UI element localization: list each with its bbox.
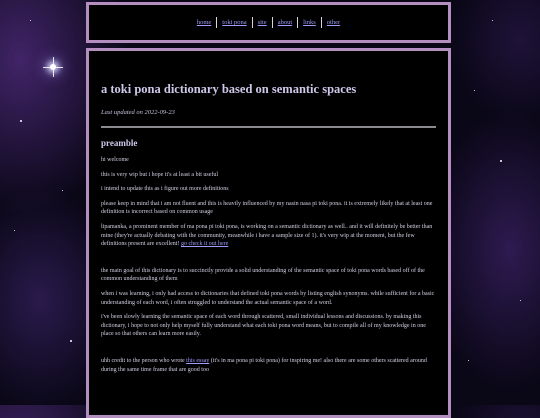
semantic-dictionary-link[interactable]: go check it out here [180,241,229,248]
paragraph: i've been slowly learning the semantic space of each word through scattered, small individual lessons and discussions. by making this dictionary, i hope to not only help myself fully understand what each toki pona word means, but to compile all of my knowledge in one place so that others can learn more easily. [101,314,426,338]
section-heading-preamble: preamble [101,138,138,148]
star [468,360,469,361]
divider [101,126,436,128]
paragraph: when i was learning, i only had access to dictionaries that defined toki pona words by listing english synonyms. while sufficient for a basic understanding of each word, i often struggled to understand the actual semantic space of a word. [101,290,435,306]
star-sparkle [50,64,56,70]
star [62,190,63,191]
nav-link-links[interactable]: links [303,19,316,26]
star [500,160,502,162]
nav-link-toki-pona[interactable]: toki pona [222,19,247,26]
paragraph: this is very wip but i hope it's at least a bit useful [101,171,219,178]
star [70,340,72,342]
paragraph-text: (it's in ma pona pi toki pona) for inspiring me! also there are some others scattered around during the same time frame that are good too [101,357,427,373]
paragraph: hi welcome [101,157,129,163]
paragraph [101,223,436,249]
star [20,120,22,122]
paragraph: i intend to update this as i figure out more definitions [101,186,229,193]
page-title: a toki pona dictionary based on semantic spaces [101,82,357,96]
nav-bar [192,17,345,28]
star [14,230,15,231]
last-updated: Last updated on 2022-09-23 [101,109,175,116]
nav-link-site[interactable]: site [257,19,267,26]
paragraph-text: lipamanka, a prominent member of ma pona pi toki pona, is working on a semantic dictionary as well.. and it will definitely be better than mine (they're actually debating with the community, meanwhile i have a sample size of 1). it's very wip at the moment, but the few definitions present are excellent! [101,223,433,248]
star [492,20,493,21]
paragraph [101,357,436,374]
star [520,300,521,301]
nav-panel [86,2,451,43]
paragraph-text: uhh credit to the person who wrote [101,357,185,364]
main-panel [86,48,451,418]
paragraph: please keep in mind that i am not fluent and this is heavily influenced by my nasin nasa pi toki pona. it is extremely likely that at least one definition is incorrect based on common usage [101,200,433,216]
nav-link-other[interactable]: other [326,19,341,26]
paragraph: the main goal of this dictionary is to succinctly provide a solid understanding of the semantic space of toki pona words based off of the common understanding of them [101,267,425,283]
nav-link-home[interactable]: home [196,19,212,26]
star [30,20,31,21]
nav-link-about[interactable]: about [277,19,293,26]
star [474,90,475,91]
essay-link[interactable]: this essay [186,357,210,364]
